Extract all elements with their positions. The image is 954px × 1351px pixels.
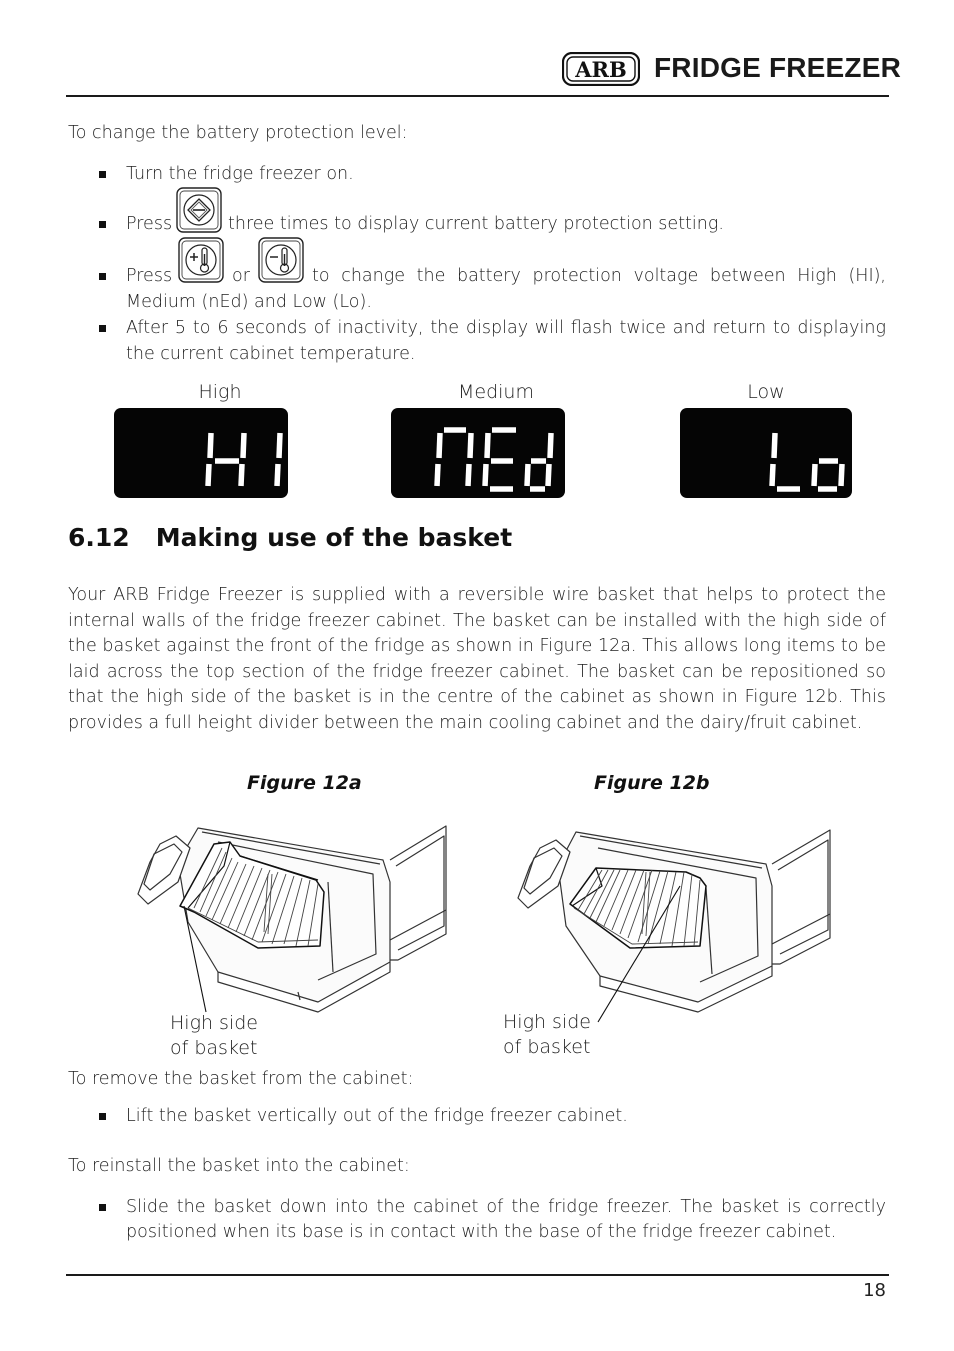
footer-divider: [66, 1274, 889, 1276]
battery-intro: To change the battery protection level:: [68, 123, 408, 143]
lcd-display-medium: [391, 408, 565, 498]
bullet-press-rest: three times to display current battery protection setting.: [228, 214, 724, 234]
figure-12b-caption: Figure 12b: [594, 772, 710, 794]
reinstall-bullet-line1: Slide the basket down into the cabinet of the fridge freezer. The basket is correctly: [126, 1197, 886, 1217]
reinstall-intro: To reinstall the basket into the cabinet:: [68, 1156, 410, 1176]
lcd-readout-lo: [680, 408, 852, 498]
bullet-marker: [99, 325, 106, 332]
display-label-high: High: [198, 381, 242, 403]
figure-12b-callout-line2: of basket: [503, 1036, 591, 1058]
page-number: 18: [863, 1280, 886, 1301]
bullet-marker: [99, 1113, 106, 1120]
display-label-low: Low: [747, 381, 785, 403]
bullet-or-label: or: [232, 266, 250, 286]
bullet-change-voltage-line2: Medium (nEd) and Low (Lo).: [126, 292, 372, 312]
figure-12a-illustration: [128, 822, 448, 1022]
arb-logo: [562, 52, 640, 86]
display-label-medium: Medium: [458, 381, 534, 403]
remove-intro: To remove the basket from the cabinet:: [68, 1069, 414, 1089]
lcd-readout-hi: [114, 408, 288, 498]
figure-12a-callout-line1: High side: [170, 1012, 258, 1034]
bullet-inactivity: After 5 to 6 seconds of inactivity, the display will flash twice and return to displaying the current cabinet temperature.: [126, 318, 886, 364]
select-button-icon: [176, 187, 222, 233]
bullet-press-label: Press: [126, 266, 173, 286]
bullet-change-voltage: to change the battery protection voltage between High (HI),: [312, 266, 886, 286]
svg-text:ARB: ARB: [575, 57, 627, 82]
reinstall-bullet-line2: positioned when its base is in contact with the base of the fridge freezer cabinet.: [126, 1222, 837, 1242]
figure-12b-illustration: [510, 826, 832, 1026]
figure-12b-callout-line1: High side: [503, 1011, 591, 1033]
lcd-display-high: [114, 408, 288, 498]
bullet-marker: [99, 171, 106, 178]
header-divider: [66, 95, 889, 97]
temp-up-button-icon: [178, 237, 224, 283]
figure-12a-callout-line2: of basket: [170, 1037, 258, 1059]
bullet-marker: [99, 1204, 106, 1211]
bullet-marker: [99, 221, 106, 228]
section-heading: 6.12 Making use of the basket: [68, 523, 513, 552]
bullet-press-label: Press: [126, 214, 173, 234]
basket-paragraph: Your ARB Fridge Freezer is supplied with a reversible wire basket that helps to protect the internal walls of the fridge freezer cabinet. The basket can be installed with the high side of the basket against the front of the fridge as shown in Figure 12a. This allows long items to be laid across the top section of the fridge freezer cabinet. The basket can be repositioned so that the high side of the basket is in the centre of the cabinet as shown in Figure 12b. This provides a full height divider between the main cooling cabinet and the dairy/fruit cabinet.: [68, 585, 886, 733]
bullet-marker: [99, 273, 106, 280]
header-title: FRIDGE FREEZER: [654, 52, 902, 83]
bullet-turn-on: Turn the fridge freezer on.: [126, 164, 354, 184]
lcd-readout-ned: [391, 408, 565, 498]
figure-12a-caption: Figure 12a: [247, 772, 362, 794]
remove-bullet: Lift the basket vertically out of the fridge freezer cabinet.: [126, 1106, 628, 1126]
lcd-display-low: [680, 408, 852, 498]
temp-down-button-icon: [258, 237, 304, 283]
